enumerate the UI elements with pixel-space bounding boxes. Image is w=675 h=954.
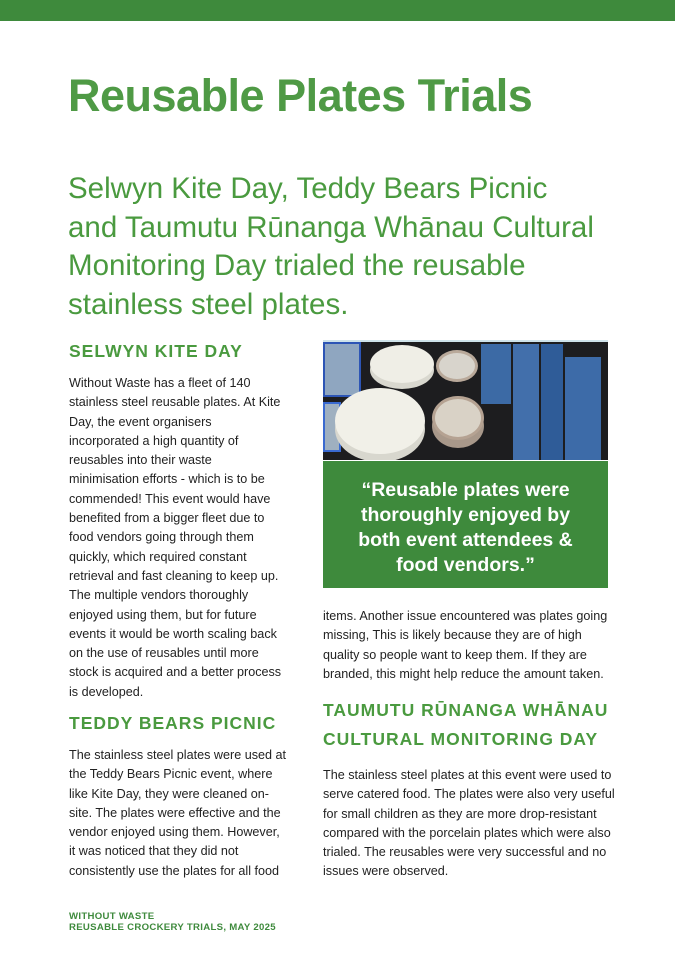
section-body-kite-day: Without Waste has a fleet of 140 stainless steel reusable plates. At Kite Day, the event organisers incorporated a high quantity of reusables into their waste minimisation efforts - which is to be commended! This event would have benefited from a bigger fleet due to food vendors going through them quickly, which required constant retrieval and fast cleaning to keep up. The multiple vendors thoroughly enjoyed using them, but for future events it would be worth scaling back on the use of reusables until more stock is acquired and a better process is developed.: [69, 376, 282, 699]
pull-quote: “Reusable plates were thoroughly enjoyed by both event attendees & food vendors.”: [323, 461, 608, 588]
section-body-taumutu: The stainless steel plates at this event were used to serve catered food. The plates were also very useful for small children as they are more drop-resistant compared with the porcelain plates which were also trialed. The reusables were very successful and no issues were observed.: [323, 768, 615, 879]
top-accent-bar: [0, 0, 675, 21]
intro-text: Selwyn Kite Day, Teddy Bears Picnic and Taumutu Rūnanga Whānau Cultural Monitoring Day trialed the reusable stainless steel plates.: [68, 172, 594, 321]
section-body-teddy-bears: The stainless steel plates were used at the Teddy Bears Picnic event, where like Kite Day, they were cleaned on- site. The plates were effective and the vendor enjoyed using them. However, it was noticed that they did not consistently use the plates for all food: [69, 748, 287, 878]
section-heading-teddy-bears: TEDDY BEARS PICNIC: [69, 713, 277, 733]
section-heading-taumutu: TAUMUTU RŪNANGA WHĀNAU CULTURAL MONITORING DAY: [323, 700, 609, 749]
footer: [69, 911, 276, 933]
page-title: Reusable Plates Trials: [68, 70, 533, 121]
plates-photo: [323, 340, 608, 460]
footer-report: REUSABLE CROCKERY TRIALS, MAY 2025: [69, 922, 276, 933]
section-heading-kite-day: SELWYN KITE DAY: [69, 341, 243, 361]
section-body-teddy-bears-continued: items. Another issue encountered was plates going missing, This is likely because they are of high quality so people want to keep them. If they are branded, this might help reduce the amount taken.: [323, 609, 608, 681]
footer-org: WITHOUT WASTE: [69, 911, 155, 922]
